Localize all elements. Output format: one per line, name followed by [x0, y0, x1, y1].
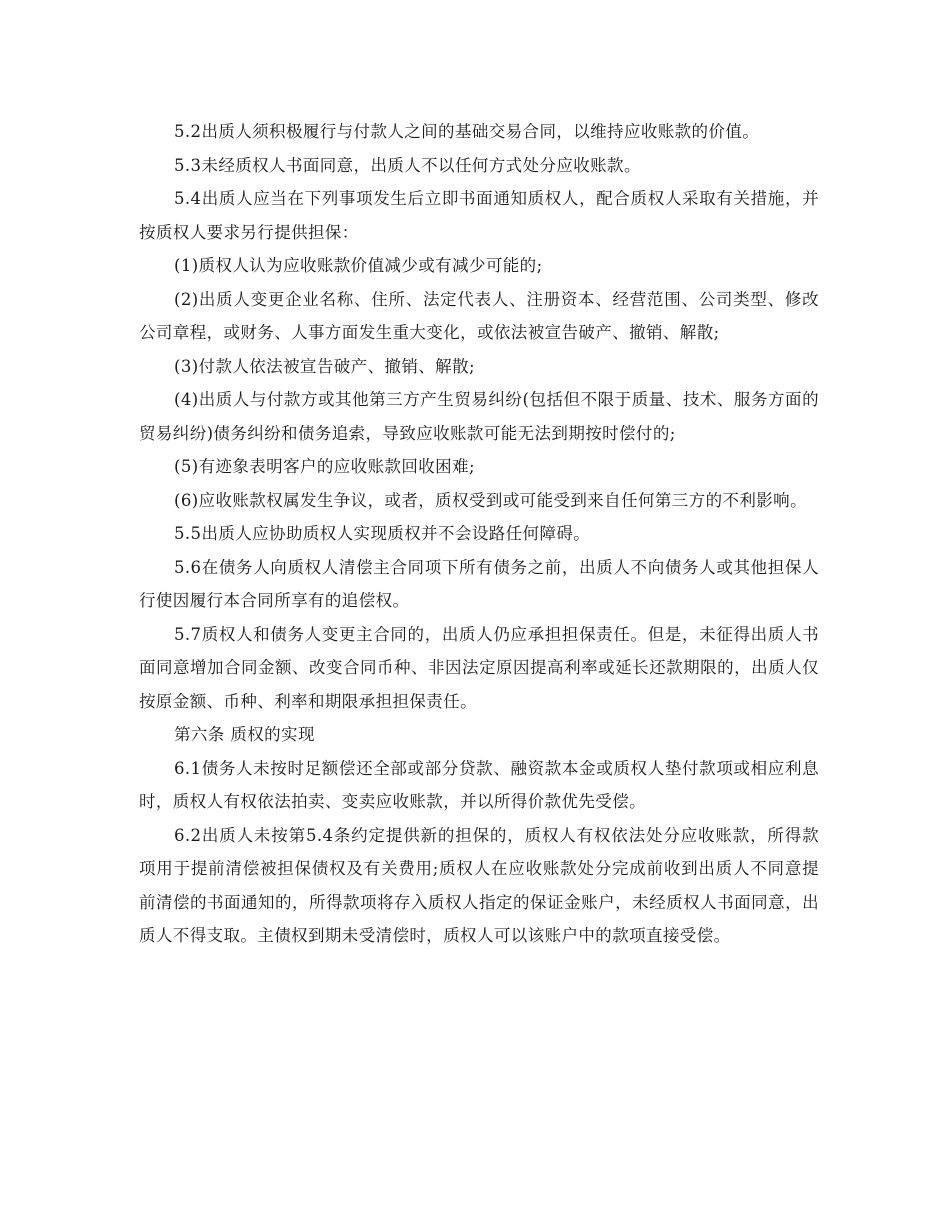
- list-item-4: (4)出质人与付款方或其他第三方产生贸易纠纷(包括但不限于质量、技术、服务方面的贸易纠纷)债务纠纷和债务追索，导致应收账款可能无法到期按时偿付的;: [139, 390, 819, 443]
- paragraph-5-3: 5.3未经质权人书面同意，出质人不以任何方式处分应收账款。: [174, 155, 641, 175]
- list-item-3: (3)付款人依法被宣告破产、撤销、解散;: [174, 356, 475, 376]
- document-body: [139, 115, 819, 953]
- section-heading: 第六条 质权的实现: [174, 725, 315, 744]
- list-item-2: (2)出质人变更企业名称、住所、法定代表人、注册资本、经营范围、公司类型、修改公司章程，或财务、人事方面发生重大变化，或依法被宣告破产、撤销、解散;: [139, 289, 819, 342]
- paragraph-5-2: 5.2出质人须积极履行与付款人之间的基础交易合同，以维持应收账款的价值。: [174, 122, 760, 141]
- paragraph-6-1: 6.1债务人未按时足额偿还全部或部分贷款、融资款本金或质权人垫付款项或相应利息时，质权人有权依法拍卖、变卖应收账款，并以所得价款优先受偿。: [139, 758, 819, 811]
- list-item-6: (6)应收账款权属发生争议，或者，质权受到或可能受到来自任何第三方的不利影响。: [174, 490, 807, 510]
- list-item-5: (5)有迹象表明客户的应收账款回收困难;: [174, 457, 475, 476]
- paragraph-5-6: 5.6在债务人向质权人清偿主合同项下所有债务之前，出质人不向债务人或其他担保人行使因履行本合同所享有的追偿权。: [139, 557, 819, 610]
- paragraph-5-4: 5.4出质人应当在下列事项发生后立即书面通知质权人，配合质权人采取有关措施，并按质权人要求另行提供担保：: [139, 189, 819, 242]
- list-item-1: (1)质权人认为应收账款价值减少或有减少可能的;: [174, 256, 543, 275]
- paragraph-5-7: 5.7质权人和债务人变更主合同的，出质人仍应承担担保责任。但是，未征得出质人书面同意增加合同金额、改变合同币种、非因法定原因提高利率或延长还款期限的，出质人仅按原金额、币种、利率和期限承担担保责任。: [139, 624, 819, 711]
- paragraph-6-2: 6.2出质人未按第5.4条约定提供新的担保的，质权人有权依法处分应收账款，所得款项用于提前清偿被担保债权及有关费用;质权人在应收账款处分完成前收到出质人不同意提前清偿的书面通知的，所得款项将存入质权人指定的保证金账户，未经质权人书面同意，出质人不得支取。主债权到期未受清偿时，质权人可以该账户中的款项直接受偿。: [139, 825, 819, 945]
- paragraph-5-5: 5.5出质人应协助质权人实现质权并不会设路任何障碍。: [174, 524, 591, 543]
